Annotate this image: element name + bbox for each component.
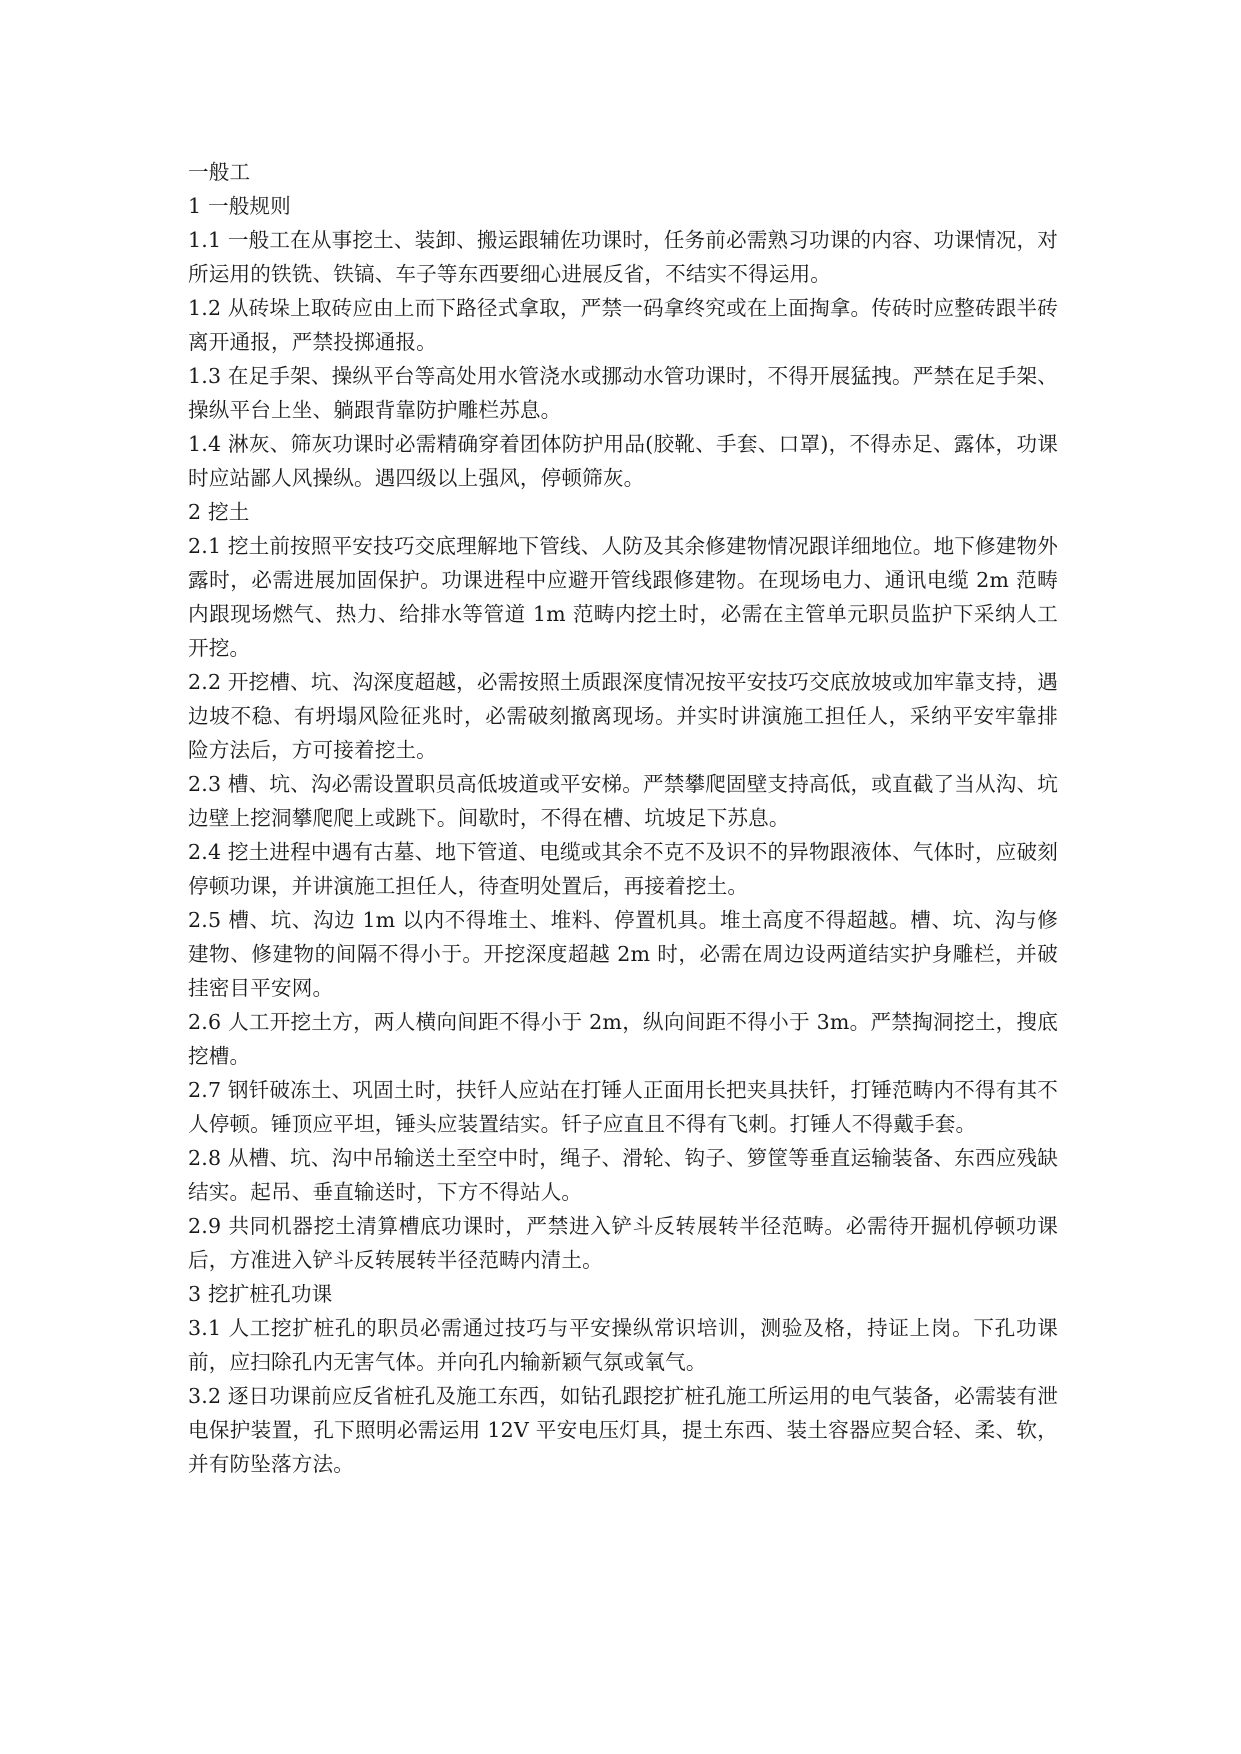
paragraph: 3.2 逐日功课前应反省桩孔及施工东西，如钻孔跟挖扩桩孔施工所运用的电气装备，必需装有泄电保护装置，孔下照明必需运用 12V 平安电压灯具，提土东西、装土容器应契合轻、柔、软，并有防坠落方法。 bbox=[188, 1384, 1058, 1476]
section-heading: 2 挖土 bbox=[188, 500, 250, 524]
paragraph: 2.7 钢钎破冻土、巩固土时，扶钎人应站在打锤人正面用长把夹具扶钎，打锤范畴内不得有其不人停顿。锤顶应平坦，锤头应装置结实。钎子应直且不得有飞刺。打锤人不得戴手套。 bbox=[188, 1078, 1058, 1136]
paragraph: 2.4 挖土进程中遇有古墓、地下管道、电缆或其余不克不及识不的异物跟液体、气体时，应破刻停顿功课，并讲演施工担任人，待查明处置后，再接着挖土。 bbox=[188, 840, 1058, 898]
paragraph: 3.1 人工挖扩桩孔的职员必需通过技巧与平安操纵常识培训，测验及格，持证上岗。下孔功课前，应扫除孔内无害气体。并向孔内输新颖气氛或氧气。 bbox=[188, 1316, 1058, 1374]
document-page bbox=[188, 155, 1058, 1481]
paragraph: 2.2 开挖槽、坑、沟深度超越，必需按照土质跟深度情况按平安技巧交底放坡或加牢靠支持，遇边坡不稳、有坍塌风险征兆时，必需破刻撤离现场。并实时讲演施工担任人，采纳平安牢靠排险方法后，方可接着挖土。 bbox=[188, 670, 1058, 762]
paragraph: 2.9 共同机器挖土清算槽底功课时，严禁进入铲斗反转展转半径范畴。必需待开掘机停顿功课后，方准进入铲斗反转展转半径范畴内清土。 bbox=[188, 1214, 1058, 1272]
paragraph: 1.4 淋灰、筛灰功课时必需精确穿着团体防护用品(胶靴、手套、口罩)，不得赤足、露体，功课时应站鄙人风操纵。遇四级以上强风，停顿筛灰。 bbox=[188, 432, 1058, 490]
paragraph: 2.5 槽、坑、沟边 1m 以内不得堆土、堆料、停置机具。堆土高度不得超越。槽、坑、沟与修建物、修建物的间隔不得小于。开挖深度超越 2m 时，必需在周边设两道结实护身雕栏，并破挂密目平安网。 bbox=[188, 908, 1058, 1000]
section-heading: 3 挖扩桩孔功课 bbox=[188, 1282, 333, 1306]
document-title: 一般工 bbox=[188, 160, 251, 184]
section-heading: 1 一般规则 bbox=[188, 194, 291, 218]
paragraph: 2.3 槽、坑、沟必需设置职员高低坡道或平安梯。严禁攀爬固壁支持高低，或直截了当从沟、坑边壁上挖洞攀爬爬上或跳下。间歇时，不得在槽、坑坡足下苏息。 bbox=[188, 772, 1058, 830]
paragraph: 1.1 一般工在从事挖土、装卸、搬运跟辅佐功课时，任务前必需熟习功课的内容、功课情况，对所运用的铁铣、铁镐、车子等东西要细心进展反省，不结实不得运用。 bbox=[188, 228, 1058, 286]
paragraph: 2.6 人工开挖土方，两人横向间距不得小于 2m，纵向间距不得小于 3m。严禁掏洞挖土，搜底挖槽。 bbox=[188, 1010, 1058, 1068]
paragraph: 1.2 从砖垛上取砖应由上而下路径式拿取，严禁一码拿终究或在上面掏拿。传砖时应整砖跟半砖离开通报，严禁投掷通报。 bbox=[188, 296, 1058, 354]
paragraph: 2.8 从槽、坑、沟中吊输送土至空中时，绳子、滑轮、钩子、箩筐等垂直运输装备、东西应残缺结实。起吊、垂直输送时，下方不得站人。 bbox=[188, 1146, 1058, 1204]
paragraph: 1.3 在足手架、操纵平台等高处用水管浇水或挪动水管功课时，不得开展猛拽。严禁在足手架、操纵平台上坐、躺跟背靠防护雕栏苏息。 bbox=[188, 364, 1058, 422]
paragraph: 2.1 挖土前按照平安技巧交底理解地下管线、人防及其余修建物情况跟详细地位。地下修建物外露时，必需进展加固保护。功课进程中应避开管线跟修建物。在现场电力、通讯电缆 2m 范畴内跟现场燃气、热力、给排水等管道 1m 范畴内挖土时，必需在主管单元职员监护下采纳人工开挖。 bbox=[188, 534, 1058, 660]
